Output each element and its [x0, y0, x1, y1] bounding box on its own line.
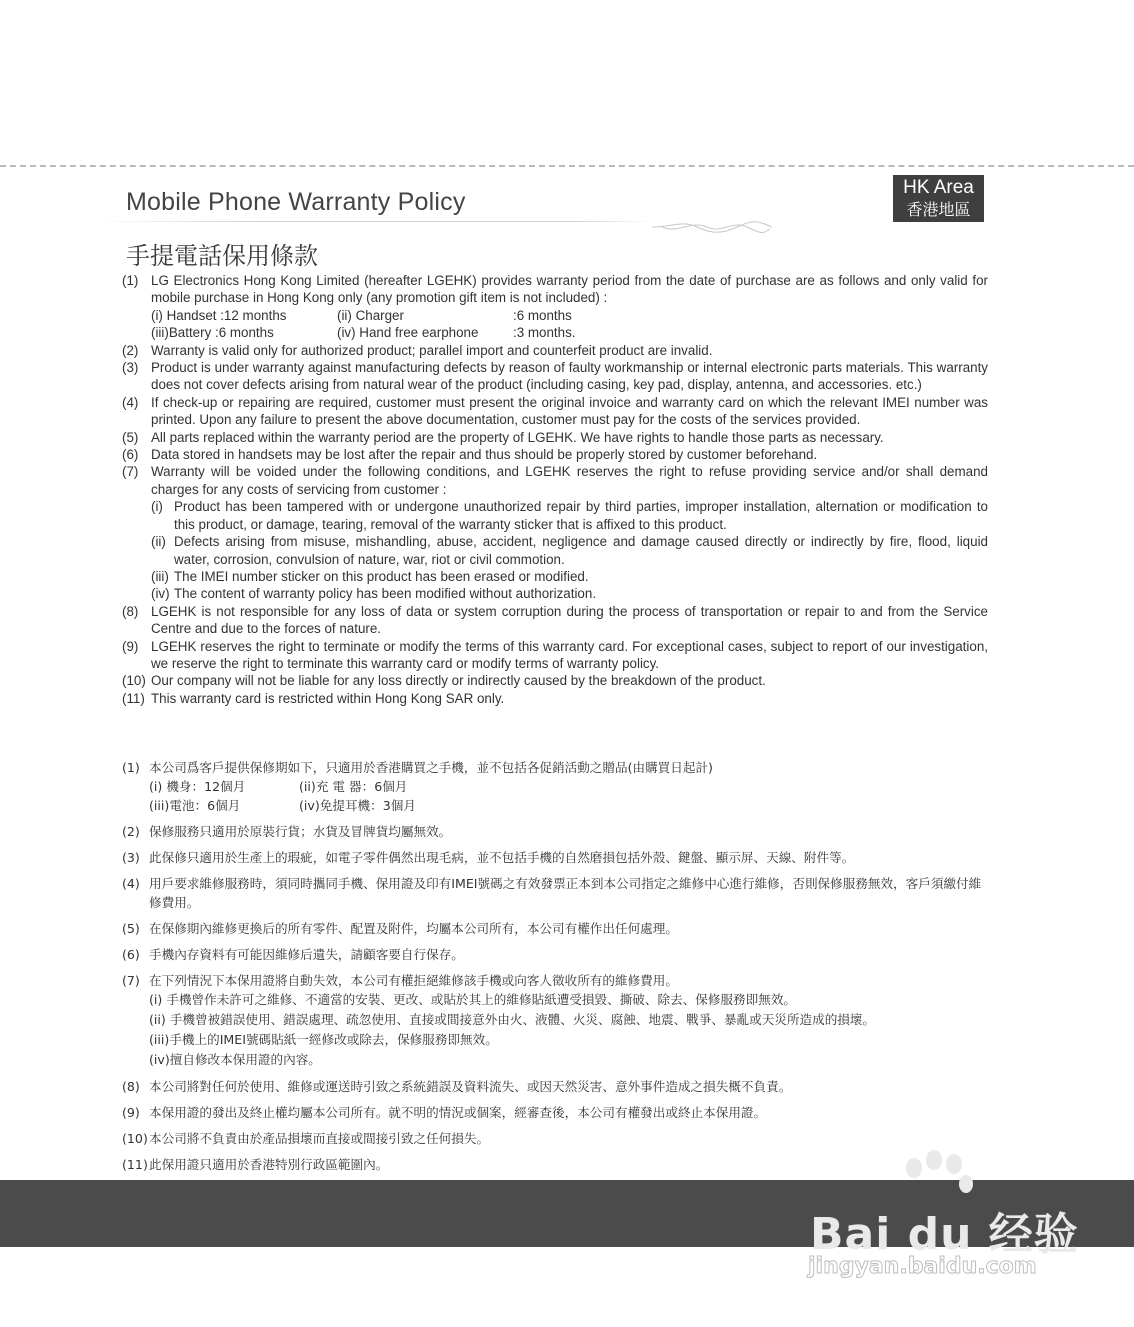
period-charger-value: :6 months	[513, 307, 572, 323]
sub-number: (ii)	[151, 534, 166, 550]
zh-term-text: 保修服務只適用於原裝行貨；水貨及冒牌貨均屬無效。	[149, 824, 452, 839]
term-item	[122, 342, 988, 359]
term-item	[122, 446, 988, 463]
sub-number: (iv)	[151, 586, 170, 602]
zh-period-earphone: (iv)免提耳機：3個月	[299, 798, 416, 813]
term-number: (5)	[122, 429, 139, 445]
wave-ornament-icon	[652, 216, 772, 238]
term-item	[122, 690, 988, 707]
watermark-url: jingyan.baidu.com	[808, 1254, 1037, 1279]
zh-term-number: (3)	[122, 850, 140, 865]
zh-term-item	[122, 919, 992, 938]
term-item	[122, 463, 988, 498]
zh-term-text: 用戶要求維修服務時，須同時攜同手機、保用證及印有IMEI號碼之有效發票正本到本公司指定之維修中心進行維修，否則保修服務無效，客戶須繳付維修費用。	[149, 876, 982, 910]
zh-term-text: 本公司將對任何於使用、維修或運送時引致之系統錯誤及資料流失、或因天然災害、意外事件造成之損失概不負責。	[149, 1079, 792, 1094]
zh-term-text: 本公司爲客戶提供保修期如下，只適用於香港購買之手機，並不包括各促銷活動之贈品(由購買日起計)	[149, 760, 713, 775]
zh-term-item	[122, 1103, 992, 1122]
term-text: Warranty is valid only for authorized product; parallel import and counterfeit product are invalid.	[151, 342, 713, 358]
chinese-terms	[122, 758, 992, 1174]
zh-sub-item: (ii) 手機曾被錯誤使用、錯誤處理、疏忽使用、直接或間接意外由火、液體、火災、腐蝕、地震、戰爭、暴亂或天災所造成的損壞。	[149, 1012, 876, 1027]
term-number: (2)	[122, 342, 139, 358]
zh-term-number: (2)	[122, 824, 140, 839]
term-item	[122, 638, 988, 673]
zh-term-text: 手機內存資料有可能因維修后遺失，請顧客要自行保存。	[149, 947, 464, 962]
english-terms	[122, 272, 988, 707]
title-underline	[95, 221, 655, 222]
term-item	[122, 603, 988, 638]
zh-term-item	[122, 971, 992, 990]
zh-term-text: 在下列情況下本保用證將自動失效，本公司有權拒絕維修該手機或向客人徵收所有的維修費用。	[149, 973, 678, 988]
zh-sub-item: (i) 手機曾作未許可之維修、不適當的安裝、更改、或貼於其上的維修貼紙遭受損毀、撕破、除去、保修服務即無效。	[149, 992, 797, 1007]
period-battery: (iii)Battery :6 months	[151, 325, 274, 341]
badge-english: HK Area	[903, 177, 974, 198]
zh-term-item	[122, 758, 992, 777]
term-text: Warranty will be voided under the following conditions, and LGEHK reserves the right to refuse providing service and/or shall demand charges for any costs of servicing from customer :	[151, 464, 988, 497]
sub-text: Product has been tampered with or undergone unauthorized repair by third parties, improper installation, alternation or modification to this product, or damage, tearing, removal of the warranty sticker that is affixed to this product.	[174, 499, 988, 532]
zh-sub-item: (iv)擅自修改本保用證的內容。	[149, 1052, 321, 1067]
sub-item	[151, 498, 988, 533]
sub-text: Defects arising from misuse, mishandling, abuse, accident, negligence and damage caused directly or indirectly by fire, flood, liquid water, corrosion, convulsion of nature, war, riot or civil commotion.	[174, 534, 988, 567]
term-text: LG Electronics Hong Kong Limited (hereafter LGEHK) provides warranty period from the date of purchase are as follows and only valid for mobile purchase in Hong Kong only (any promotion gift item is not included) :	[151, 273, 988, 306]
term-text: If check-up or repairing are required, customer must present the original invoice and warranty card on which the relevant IMEI number was printed. Upon any failure to present the above documentation, customer must pay for the costs of the services provided.	[151, 394, 988, 428]
term-text: LGEHK is not responsible for any loss of data or system corruption during the process of transportation or repair to and from the Service Centre and due to the forces of nature.	[151, 603, 988, 637]
term-number: (6)	[122, 447, 139, 463]
zh-term-number: (10)	[122, 1131, 148, 1146]
zh-term-number: (7)	[122, 973, 140, 988]
sub-text: The content of warranty policy has been modified without authorization.	[174, 586, 597, 602]
term-item	[122, 272, 988, 307]
zh-term-number: (9)	[122, 1105, 140, 1120]
warranty-period-row	[151, 324, 988, 341]
warranty-period-row	[151, 307, 988, 324]
zh-period-handset: (i) 機身：12個月	[149, 779, 246, 794]
sub-item	[151, 568, 988, 585]
zh-term-text: 在保修期內維修更換后的所有零件、配置及附件，均屬本公司所有，本公司有權作出任何處理。	[149, 921, 678, 936]
term-number: (9)	[122, 638, 139, 654]
zh-term-number: (6)	[122, 947, 140, 962]
hk-area-badge	[893, 175, 984, 222]
term-number: (10)	[122, 673, 146, 689]
term-item	[122, 394, 988, 429]
zh-term-number: (11)	[122, 1157, 148, 1172]
watermark-brand: Bai du 经验	[810, 1209, 1079, 1260]
term-text: LGEHK reserves the right to terminate or modify the terms of this warranty card. For exceptional cases, subject to report of our investigation, we reserve the right to terminate this warranty card or modify terms of warranty policy.	[151, 638, 988, 671]
zh-term-item	[122, 848, 992, 867]
term-number: (8)	[122, 603, 139, 619]
zh-period-battery: (iii)電池：6個月	[149, 798, 241, 813]
period-charger-label: (ii) Charger	[337, 307, 404, 323]
term-item	[122, 672, 988, 689]
zh-sub-item: (iii)手機上的IMEI號碼貼紙一經修改或除去，保修服務即無效。	[149, 1032, 498, 1047]
term-number: (1)	[122, 273, 139, 288]
zh-term-number: (8)	[122, 1079, 140, 1094]
term-number: (11)	[122, 690, 145, 706]
zh-period-charger: (ii)充 電 器：6個月	[299, 779, 408, 794]
zh-term-number: (5)	[122, 921, 140, 936]
term-text: Product is under warranty against manufacturing defects by reason of faulty workmanship or internal electronic parts materials. This warranty does not cover defects arising from natural wear of the product (including casing, key pad, display, antenna, and accessories. etc.)	[151, 360, 988, 393]
title-english: Mobile Phone Warranty Policy	[126, 188, 466, 216]
zh-period-row	[149, 796, 992, 815]
term-text: All parts replaced within the warranty period are the property of LGEHK. We have rights to handle those parts as necessary.	[151, 429, 884, 445]
title-chinese: 手提電話保用條款	[126, 242, 318, 270]
term-text: This warranty card is restricted within Hong Kong SAR only.	[151, 690, 505, 706]
period-handset: (i) Handset :12 months	[151, 307, 287, 323]
term-number: (7)	[122, 464, 139, 480]
sub-text: The IMEI number sticker on this product has been erased or modified.	[174, 568, 589, 584]
zh-term-number: (4)	[122, 876, 140, 891]
zh-term-number: (1)	[122, 760, 140, 775]
term-item	[122, 429, 988, 446]
sub-item	[151, 585, 988, 602]
term-number: (3)	[122, 360, 139, 376]
zh-term-item	[122, 822, 992, 841]
zh-term-text: 此保修只適用於生產上的瑕疵，如電子零件偶然出現毛病，並不包括手機的自然磨損包括外殼、鍵盤、顯示屏、天線、附件等。	[149, 850, 855, 865]
zh-term-text: 此保用證只適用於香港特別行政區範圍內。	[149, 1157, 389, 1172]
sub-item	[151, 533, 988, 568]
term-number: (4)	[122, 394, 139, 410]
zh-term-item	[122, 874, 992, 912]
period-earphone-label: (iv) Hand free earphone	[337, 325, 479, 341]
term-text: Our company will not be liable for any loss directly or indirectly caused by the breakdown of the product.	[151, 673, 766, 689]
dashed-divider	[0, 165, 1134, 167]
period-earphone-value: :3 months.	[513, 325, 576, 341]
term-item	[122, 359, 988, 394]
sub-number: (i)	[151, 499, 163, 515]
sub-number: (iii)	[151, 568, 169, 584]
zh-term-item	[122, 945, 992, 964]
badge-chinese: 香港地區	[906, 200, 971, 219]
zh-period-row	[149, 777, 992, 796]
zh-term-item	[122, 1129, 992, 1148]
zh-term-item	[122, 1077, 992, 1096]
baidu-watermark	[800, 1150, 1100, 1290]
term-text: Data stored in handsets may be lost after the repair and thus should be properly stored by customer beforehand.	[151, 447, 818, 463]
zh-term-text: 本保用證的發出及終止權均屬本公司所有。就不明的情況或個案，經審查後，本公司有權發出或終止本保用證。	[149, 1105, 767, 1120]
zh-term-text: 本公司將不負責由於產品損壞而直接或間接引致之任何損失。	[149, 1131, 490, 1146]
